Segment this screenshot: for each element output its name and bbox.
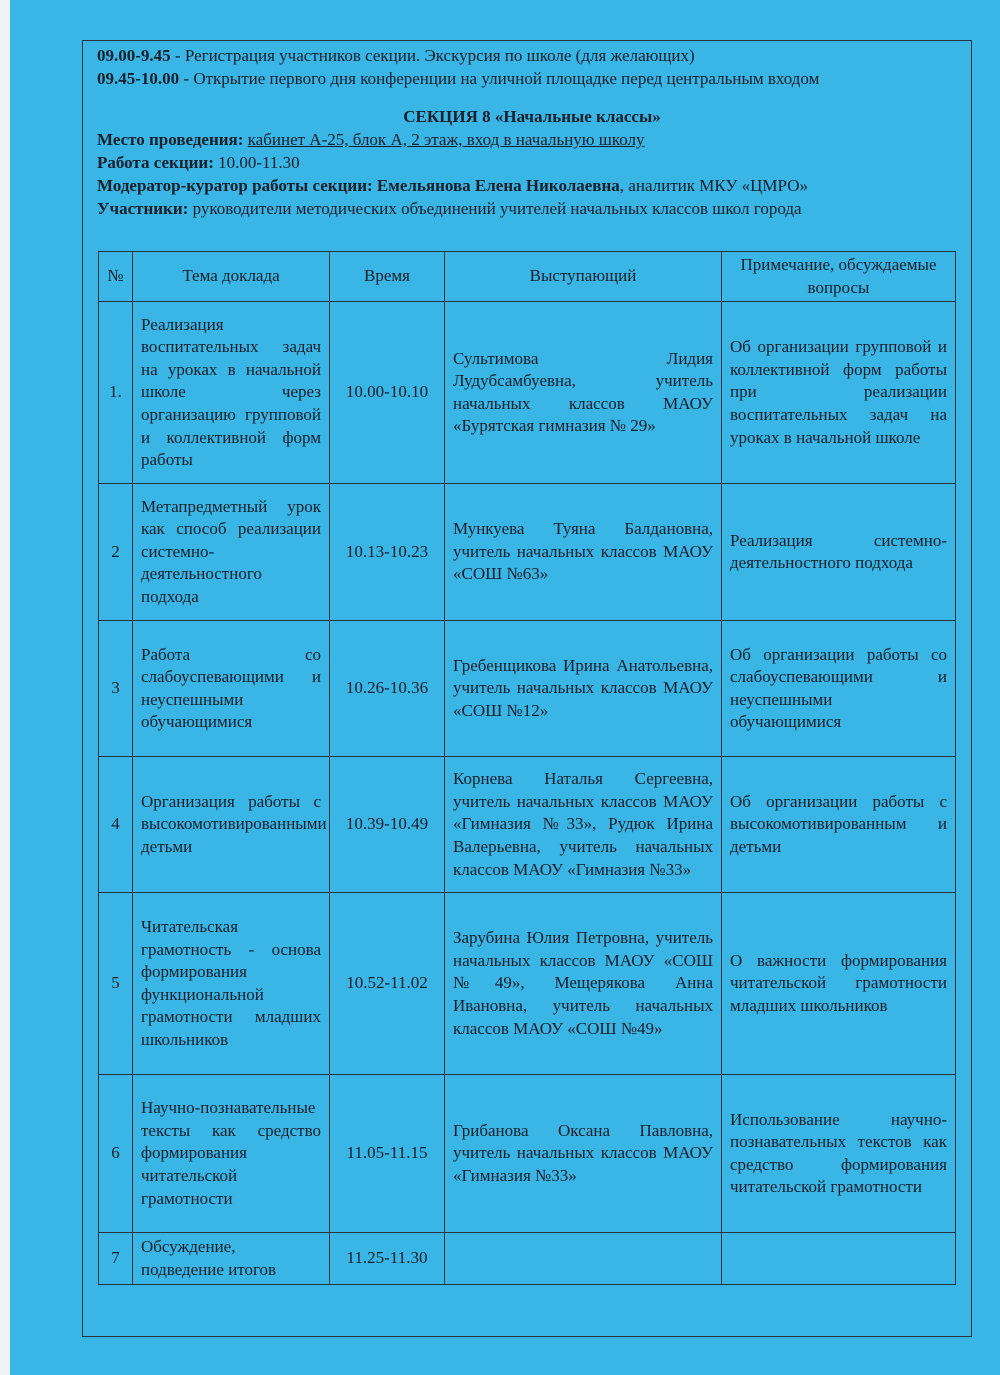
row-time: 10.00-10.10 — [330, 302, 445, 484]
work-time-label: Работа секции: — [97, 153, 214, 172]
venue-label: Место проведения: — [97, 130, 244, 149]
row-speaker: Мункуева Туяна Балдановна, учитель начальных классов МАОУ «СОШ №63» — [445, 484, 722, 621]
venue-value: кабинет А-25, блок А, 2 этаж, вход в начальную школу — [247, 130, 645, 149]
header-num: № — [99, 252, 133, 302]
row-note: Об организации групповой и коллективной форм работы при реализации воспитательных задач на уроках в начальной школе — [722, 302, 956, 484]
row-speaker: Грибанова Оксана Павловна, учитель начальных классов МАОУ «Гимназия №33» — [445, 1075, 722, 1233]
document-header — [97, 44, 967, 220]
row-num: 6 — [99, 1075, 133, 1233]
row-speaker: Гребенщикова Ирина Анатольевна, учитель начальных классов МАОУ «СОШ №12» — [445, 621, 722, 757]
row-time: 10.52-11.02 — [330, 893, 445, 1075]
row-num: 4 — [99, 757, 133, 893]
table-row — [99, 484, 956, 621]
row-num: 5 — [99, 893, 133, 1075]
row-note: Использование научно-познавательных текстов как средство формирования читательской грамотности — [722, 1075, 956, 1233]
participants-value: руководители методических объединений учителей начальных классов школ города — [188, 199, 802, 218]
row-topic: Читательская грамотность - основа формирования функциональной грамотности младших школьников — [133, 893, 330, 1075]
row-num: 7 — [99, 1233, 133, 1285]
table-row — [99, 893, 956, 1075]
row-time: 10.13-10.23 — [330, 484, 445, 621]
table-row — [99, 302, 956, 484]
table-row — [99, 757, 956, 893]
table-row — [99, 1075, 956, 1233]
row-speaker: Корнева Наталья Сергеевна, учитель начальных классов МАОУ «Гимназия №33», Рудюк Ирина Валерьевна, учитель начальных классов МАОУ «Гимназия №33» — [445, 757, 722, 893]
moderator-line — [97, 174, 967, 197]
schedule-line-opening — [97, 67, 967, 90]
work-time-line — [97, 151, 967, 174]
row-num: 2 — [99, 484, 133, 621]
row-num: 3 — [99, 621, 133, 757]
table-header-row — [99, 252, 956, 302]
row-note: Об организации работы со слабоуспевающими и неуспешными обучающимися — [722, 621, 956, 757]
work-time-value: 10.00-11.30 — [213, 153, 300, 172]
row-speaker: Сультимова Лидия Лудубсамбуевна, учитель начальных классов МАОУ «Бурятская гимназия № 29» — [445, 302, 722, 484]
row-time: 11.25-11.30 — [330, 1233, 445, 1285]
header-speaker: Выступающий — [445, 252, 722, 302]
moderator-label: Модератор-куратор работы секции: Емельянова Елена Николаевна — [97, 176, 620, 195]
schedule-line-registration — [97, 44, 967, 67]
row-note: О важности формирования читательской грамотности младших школьников — [722, 893, 956, 1075]
section-title: СЕКЦИЯ 8 «Начальные классы» — [403, 107, 661, 126]
table-row — [99, 621, 956, 757]
row-speaker: Зарубина Юлия Петровна, учитель начальных классов МАОУ «СОШ №49», Мещерякова Анна Ивановна, учитель начальных классов МАОУ «СОШ №49» — [445, 893, 722, 1075]
participants-line — [97, 197, 967, 220]
header-time: Время — [330, 252, 445, 302]
page-left-edge — [0, 0, 10, 1375]
row-time: 10.26-10.36 — [330, 621, 445, 757]
row-topic: Обсуждение, подведение итогов — [133, 1233, 330, 1285]
row-note — [722, 1233, 956, 1285]
header-note: Примечание, обсуждаемые вопросы — [722, 252, 956, 302]
row-topic: Реализация воспитательных задач на уроках в начальной школе через организацию групповой и коллективной форм работы — [133, 302, 330, 484]
header-topic: Тема доклада — [133, 252, 330, 302]
opening-text: - Открытие первого дня конференции на уличной площадке перед центральным входом — [179, 69, 820, 88]
opening-time: 09.45-10.00 — [97, 69, 180, 88]
row-note: Об организации работы с высокомотивированным и детьми — [722, 757, 956, 893]
row-time: 10.39-10.49 — [330, 757, 445, 893]
row-num: 1. — [99, 302, 133, 484]
table-row — [99, 1233, 956, 1285]
moderator-value: , аналитик МКУ «ЦМРО» — [619, 176, 808, 195]
registration-time: 09.00-9.45 — [97, 46, 171, 65]
schedule-table — [98, 251, 956, 1285]
venue-line — [97, 128, 967, 151]
row-note: Реализация системно-деятельностного подхода — [722, 484, 956, 621]
registration-text: - Регистрация участников секции. Экскурсия по школе (для желающих) — [170, 46, 695, 65]
row-topic: Организация работы с высокомотивированными детьми — [133, 757, 330, 893]
row-time: 11.05-11.15 — [330, 1075, 445, 1233]
row-topic: Метапредметный урок как способ реализации системно-деятельностного подхода — [133, 484, 330, 621]
row-topic: Работа со слабоуспевающими и неуспешными обучающимися — [133, 621, 330, 757]
row-speaker — [445, 1233, 722, 1285]
row-topic: Научно-познавательные тексты как средство формирования читательской грамотности — [133, 1075, 330, 1233]
participants-label: Участники: — [97, 199, 189, 218]
